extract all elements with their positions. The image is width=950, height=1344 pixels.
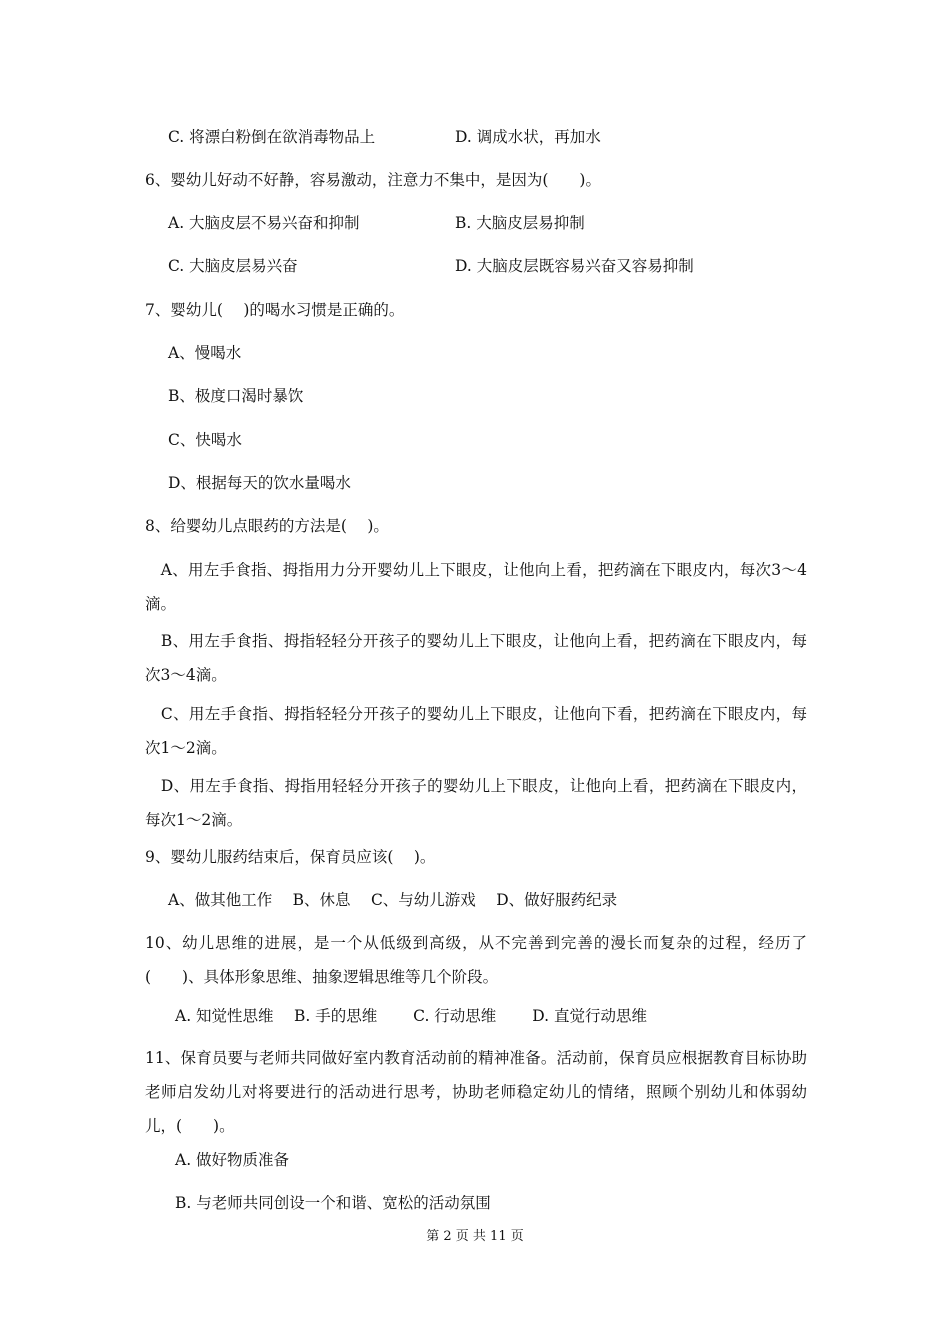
q11-option-b: B. 与老师共同创设一个和谐、宽松的活动氛围 <box>175 1194 491 1212</box>
q7-option-b: B、极度口渴时暴饮 <box>168 387 304 405</box>
q8-option-d: D、用左手食指、拇指用轻轻分开孩子的婴幼儿上下眼皮，让他向上看，把药滴在下眼皮内，每次1～2滴。 <box>145 777 807 829</box>
q7-option-a: A、慢喝水 <box>168 344 242 362</box>
q9-options: A、做其他工作 B、休息 C、与幼儿游戏 D、做好服药纪录 <box>168 891 618 909</box>
q8-option-a: A、用左手食指、拇指用力分开婴幼儿上下眼皮，让他向上看，把药滴在下眼皮内，每次3～4滴。 <box>145 561 807 613</box>
q11-stem: 11、保育员要与老师共同做好室内教育活动前的精神准备。活动前，保育员应根据教育目标协助老师启发幼儿对将要进行的活动进行思考，协助老师稳定幼儿的情绪，照顾个别幼儿和体弱幼儿，( )。 <box>145 1049 807 1135</box>
q9-stem: 9、婴幼儿服药结束后，保育员应该( )。 <box>145 848 436 866</box>
q8-option-c: C、用左手食指、拇指轻轻分开孩子的婴幼儿上下眼皮，让他向下看，把药滴在下眼皮内，每次1～2滴。 <box>145 705 807 757</box>
q5-option-c: C. 将漂白粉倒在欲消毒物品上 <box>168 128 376 146</box>
q8-stem: 8、给婴幼儿点眼药的方法是( )。 <box>145 517 389 535</box>
page-footer: 第 2 页 共 11 页 <box>426 1229 524 1244</box>
q7-option-c: C、快喝水 <box>168 431 242 449</box>
q8-option-b: B、用左手食指、拇指轻轻分开孩子的婴幼儿上下眼皮，让他向上看，把药滴在下眼皮内，每次3～4滴。 <box>145 632 807 684</box>
q10-options: A. 知觉性思维 B. 手的思维 C. 行动思维 D. 直觉行动思维 <box>175 1007 647 1025</box>
q6-option-b: B. 大脑皮层易抑制 <box>455 214 585 232</box>
q6-option-a: A. 大脑皮层不易兴奋和抑制 <box>168 214 360 232</box>
q10-stem: 10、幼儿思维的进展，是一个从低级到高级，从不完善到完善的漫长而复杂的过程，经历了( )、具体形象思维、抽象逻辑思维等几个阶段。 <box>145 934 807 986</box>
q6-stem: 6、婴幼儿好动不好静，容易激动，注意力不集中，是因为( )。 <box>145 171 601 189</box>
q11-option-a: A. 做好物质准备 <box>175 1151 290 1169</box>
q6-option-d: D. 大脑皮层既容易兴奋又容易抑制 <box>455 257 694 275</box>
q6-option-c: C. 大脑皮层易兴奋 <box>168 257 298 275</box>
q5-option-d: D. 调成水状，再加水 <box>455 128 601 146</box>
q7-stem: 7、婴幼儿( )的喝水习惯是正确的。 <box>145 301 405 319</box>
q7-option-d: D、根据每天的饮水量喝水 <box>168 474 351 492</box>
